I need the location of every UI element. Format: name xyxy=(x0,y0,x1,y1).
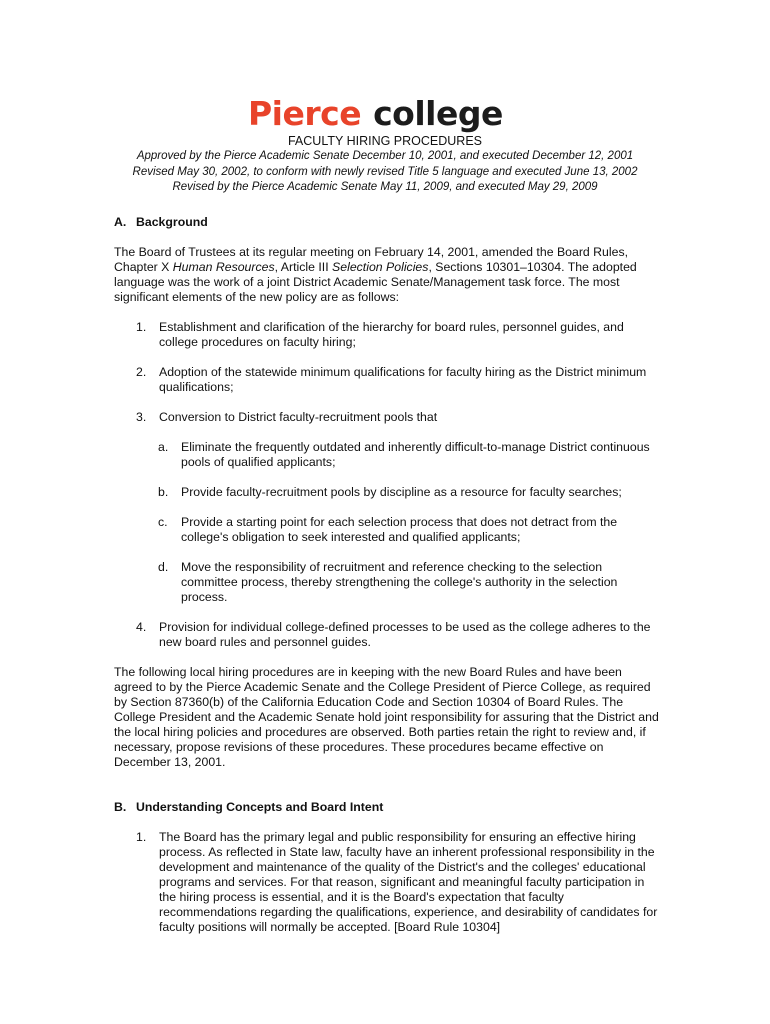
approval-history xyxy=(0,149,770,196)
logo-college-text: college xyxy=(373,94,503,133)
section-a-closing: The following local hiring procedures are in keeping with the new Board Rules and have been agreed to by the Pierce Academic Senate and the College President of Pierce College, as required by Section 87360(b) of the California Education Code and Section 10304 of Board Rules. The College President and the Academic Senate hold joint responsibility for assuring that the District and the local hiring policies and procedures are observed. Both parties retain the right to review and, if necessary, propose revisions of these procedures. These procedures became effective on December 13, 2001. xyxy=(114,665,659,769)
section-b-heading xyxy=(114,800,659,815)
sub-list-item: a. Eliminate the frequently outdated and inherently difficult-to-manage District continuous pools of qualified applicants; xyxy=(158,440,650,469)
list-item: 1. Establishment and clarification of the hierarchy for board rules, personnel guides, and college procedures on faculty hiring; xyxy=(136,320,624,349)
approval-line: Revised May 30, 2002, to conform with newly revised Title 5 language and executed June 13, 2002 xyxy=(132,165,638,178)
section-heading-text: Understanding Concepts and Board Intent xyxy=(136,800,384,814)
sub-list-item: b. Provide faculty-recruitment pools by discipline as a resource for faculty searches; xyxy=(158,485,622,499)
sub-list-item: d. Move the responsibility of recruitment and reference checking to the selection committee process, thereby strengthening the college's authority in the selection process. xyxy=(158,560,618,604)
section-heading-text: Background xyxy=(136,215,208,229)
article-title-em: Selection Policies xyxy=(332,260,429,274)
document-title: FACULTY HIRING PROCEDURES xyxy=(287,134,482,148)
section-a-intro: The Board of Trustees at its regular meeting on February 14, 2001, amended the Board Rules, Chapter X Human Resources, Article III Selection Policies, Sections 10301–10304. The adopted language was the work of a joint District Academic Senate/Management task force. The most significant elements of the new policy are as follows: xyxy=(114,245,637,304)
chapter-title-em: Human Resources xyxy=(172,260,275,274)
approval-line: Revised by the Pierce Academic Senate May 11, 2009, and executed May 29, 2009 xyxy=(172,181,598,193)
list-item: 4. Provision for individual college-defined processes to be used as the college adheres to the new board rules and personnel guides. xyxy=(136,620,651,649)
section-a-heading xyxy=(114,215,659,230)
list-item: 2. Adoption of the statewide minimum qualifications for faculty hiring as the District minimum qualifications; xyxy=(136,365,647,394)
section-number: B. xyxy=(114,800,127,814)
document-body xyxy=(114,215,659,935)
sub-list-item: c. Provide a starting point for each selection process that does not detract from the college's obligation to seek interested and qualified applicants; xyxy=(158,515,618,544)
section-number: A. xyxy=(114,215,127,229)
logo-pierce-text: Pierce xyxy=(248,94,362,133)
list-item: 3. Conversion to District faculty-recruitment pools that xyxy=(136,410,438,424)
pierce-college-logo xyxy=(248,94,524,133)
list-item: 1. The Board has the primary legal and public responsibility for ensuring an effective hiring process. As reflected in State law, faculty have an inherent professional responsibility in the development and maintenance of the quality of the District's and the colleges' educational programs and services. For that reason, significant and meaningful faculty participation in the hiring process is essential, and it is the Board's expectation that faculty recommendations regarding the qualifications, experience, and desirability of candidates for faculty positions will normally be accepted. [Board Rule 10304] xyxy=(136,830,658,934)
approval-line: Approved by the Pierce Academic Senate December 10, 2001, and executed December 12, 2001 xyxy=(136,150,634,162)
